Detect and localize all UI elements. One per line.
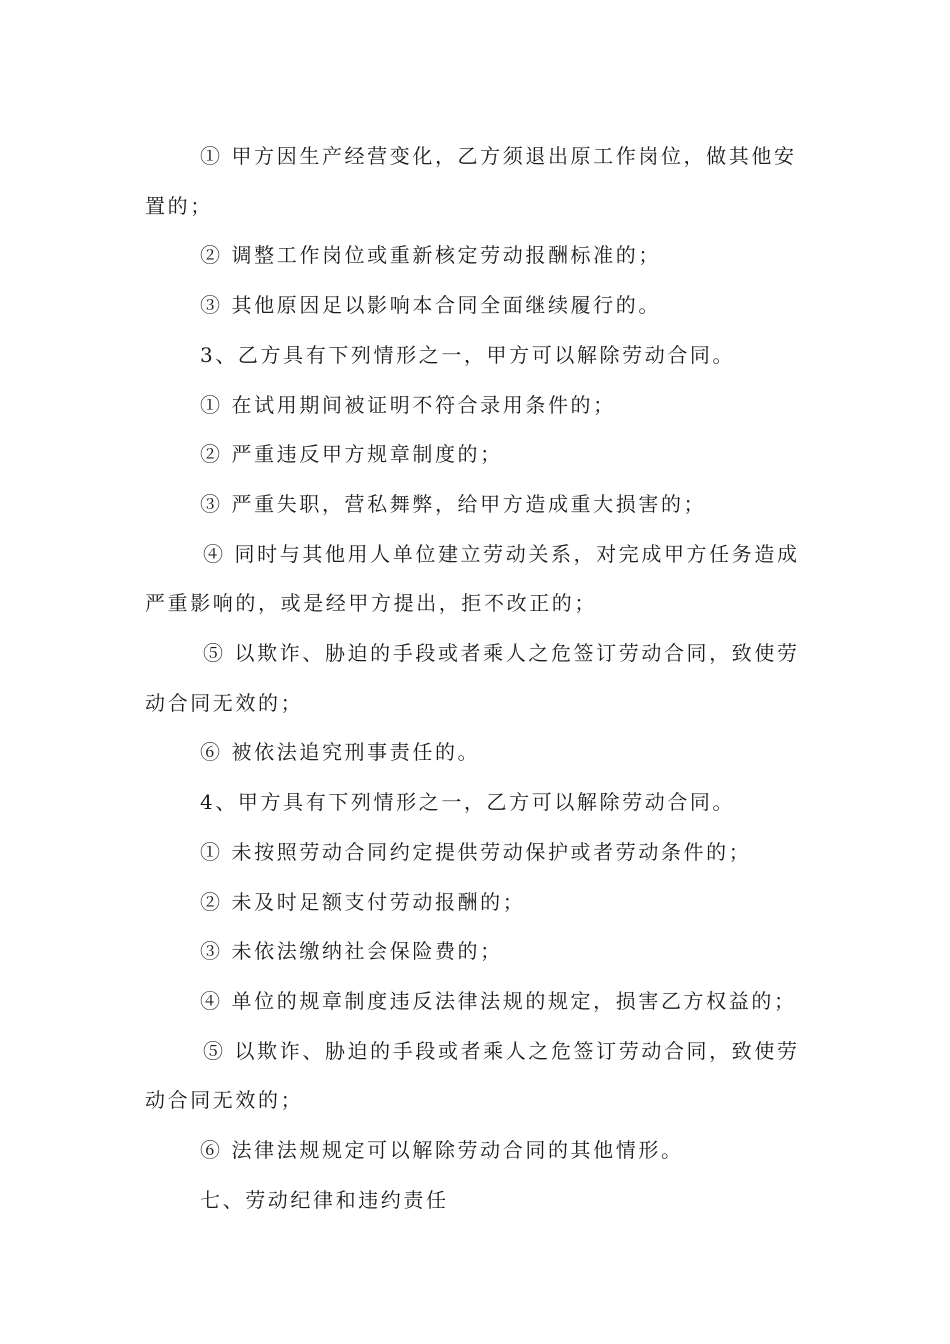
paragraph-item-3-6: ⑥ 被依法追究刑事责任的。 bbox=[200, 740, 481, 765]
paragraph-item-4-3: ③ 未依法缴纳社会保险费的； bbox=[200, 939, 503, 964]
paragraph-item-4-2: ② 未及时足额支付劳动报酬的； bbox=[200, 889, 526, 914]
paragraph-item-3-4: ④ 同时与其他用人单位建立劳动关系，对完成甲方任务造成严重影响的，或是经甲方提出，拒不改正的； bbox=[145, 541, 800, 616]
paragraph-item-1-1: ① 甲方因生产经营变化，乙方须退出原工作岗位，做其他安置的； bbox=[145, 144, 797, 218]
paragraph-item-4-1: ① 未按照劳动合同约定提供劳动保护或者劳动条件的； bbox=[200, 839, 752, 864]
paragraph-heading-3: 3、乙方具有下列情形之一，甲方可以解除劳动合同。 bbox=[200, 342, 736, 367]
paragraph-item-4-6: ⑥ 法律法规规定可以解除劳动合同的其他情形。 bbox=[200, 1138, 684, 1163]
paragraph-item-3-3: ③ 严重失职，营私舞弊，给甲方造成重大损害的； bbox=[200, 491, 707, 516]
paragraph-item-1-3: ③ 其他原因足以影响本合同全面继续履行的。 bbox=[200, 293, 661, 318]
paragraph-item-1-2: ② 调整工作岗位或重新核定劳动报酬标准的； bbox=[200, 243, 661, 268]
document-body bbox=[145, 132, 807, 1225]
paragraph-heading-4: 4、甲方具有下列情形之一，乙方可以解除劳动合同。 bbox=[200, 790, 736, 815]
paragraph-item-4-4: ④ 单位的规章制度违反法律法规的规定，损害乙方权益的； bbox=[200, 988, 797, 1013]
paragraph-item-3-1: ① 在试用期间被证明不符合录用条件的； bbox=[200, 392, 616, 417]
paragraph-item-3-5: ⑤ 以欺诈、胁迫的手段或者乘人之危签订劳动合同，致使劳动合同无效的； bbox=[145, 641, 800, 715]
paragraph-item-3-2: ② 严重违反甲方规章制度的； bbox=[200, 442, 503, 467]
paragraph-item-4-5: ⑤ 以欺诈、胁迫的手段或者乘人之危签订劳动合同，致使劳动合同无效的； bbox=[145, 1038, 800, 1113]
section-heading-7: 七、劳动纪律和违约责任 bbox=[200, 1187, 449, 1212]
